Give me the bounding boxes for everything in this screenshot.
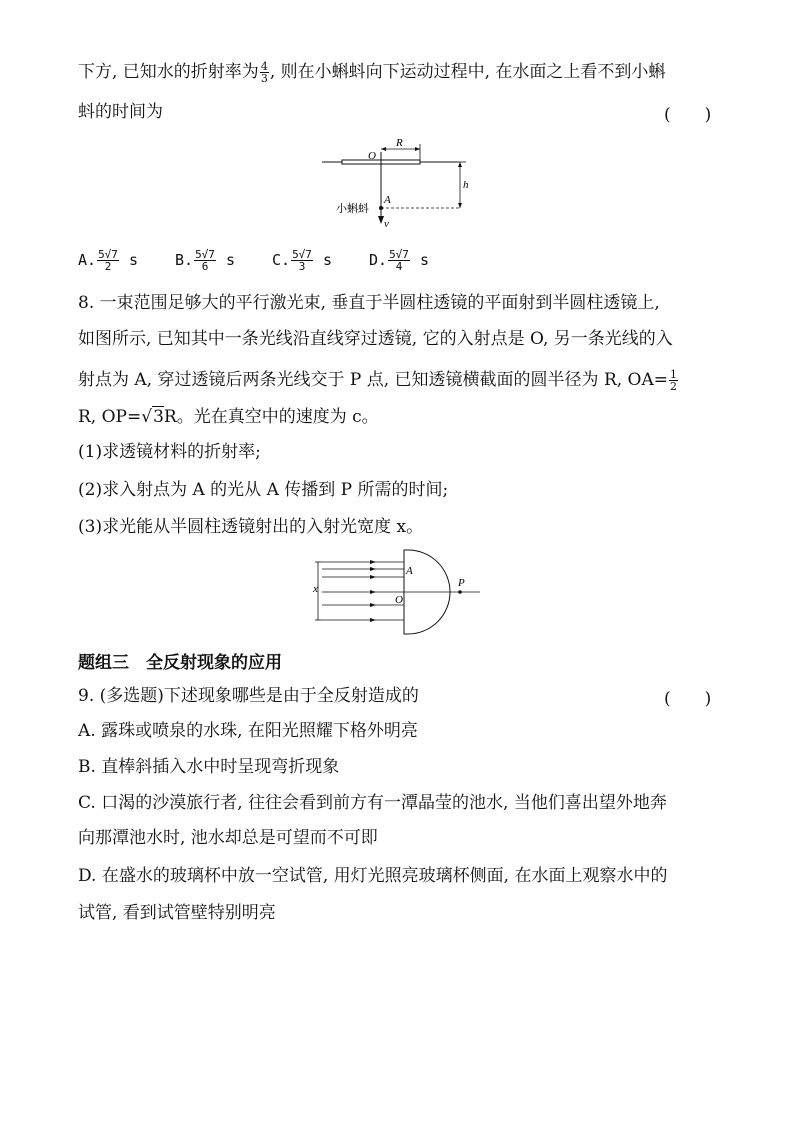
q8-line2: 如图所示, 已知其中一条光线沿直线穿过透镜, 它的入射点是 O, 另一条光线的入 — [78, 329, 673, 349]
q7-option-b[interactable]: B. $\frac{5√7}{6}$ s — [175, 248, 235, 273]
q7-answer-paren: ( ) — [664, 105, 712, 125]
label-A: A — [406, 565, 413, 577]
label-O: O — [395, 594, 403, 606]
q7-option-c[interactable]: C. $\frac{5√7}{3}$ s — [272, 248, 332, 273]
q8-sub3: (3)求光能从半圆柱透镜射出的入射光宽度 x。 — [78, 517, 424, 537]
label-v: v — [384, 218, 389, 230]
q9-option-d-line2: 试管, 看到试管壁特别明亮 — [78, 903, 276, 923]
refractive-index-fraction: $\frac{4}{3}$ — [260, 60, 268, 85]
label-O: O — [368, 150, 376, 162]
q9-stem: 9. (多选题)下述现象哪些是由于全反射造成的 — [78, 686, 419, 706]
label-h: h — [463, 179, 469, 191]
label-P: P — [458, 577, 465, 589]
q7-stem-line2: 蚪的时间为 — [78, 102, 163, 122]
label-R: R — [396, 137, 403, 149]
q8-sub1: (1)求透镜材料的折射率; — [78, 442, 261, 462]
q8-line4: R, OP=√3R。光在真空中的速度为 c。 — [78, 407, 379, 427]
q8-sub2: (2)求入射点为 A 的光从 A 传播到 P 所需的时间; — [78, 480, 449, 500]
q8-line1: 8. 一束范围足够大的平行激光束, 垂直于半圆柱透镜的平面射到半圆柱透镜上, — [78, 293, 660, 313]
q8-semicylinder-lens-diagram — [312, 548, 484, 638]
q9-option-c-line1[interactable]: C. 口渴的沙漠旅行者, 往往会看到前方有一潭晶莹的池水, 当他们喜出望外地奔 — [78, 793, 667, 813]
oa-fraction: $\frac{1}{2}$ — [670, 368, 678, 393]
q7-option-a[interactable]: A. $\frac{5√7}{2}$ s — [78, 248, 138, 273]
label-A: A — [384, 194, 391, 206]
label-tadpole: 小蝌蚪 — [336, 203, 369, 215]
q7-tadpole-diagram — [320, 132, 480, 232]
q7-stem-line1: 下方, 已知水的折射率为 $\frac{4}{3}$ , 则在小蝌蚪向下运动过程中, 在水面之上看不到小蝌 — [78, 60, 666, 85]
label-x: x — [313, 583, 318, 595]
q9-option-b[interactable]: B. 直棒斜插入水中时呈现弯折现象 — [78, 757, 340, 777]
q9-option-a[interactable]: A. 露珠或喷泉的水珠, 在阳光照耀下格外明亮 — [78, 721, 418, 741]
q9-answer-paren: ( ) — [664, 689, 712, 709]
q8-line3: 射点为 A, 穿过透镜后两条光线交于 P 点, 已知透镜横截面的圆半径为 R, OA= $\frac{1}{2}$ — [78, 368, 678, 393]
section-heading: 题组三 全反射现象的应用 — [78, 653, 282, 673]
q9-option-c-line2: 向那潭池水时, 池水却总是可望而不可即 — [78, 828, 378, 848]
q9-option-d-line1[interactable]: D. 在盛水的玻璃杯中放一空试管, 用灯光照亮玻璃杯侧面, 在水面上观察水中的 — [78, 866, 668, 886]
q7-option-d[interactable]: D. $\frac{5√7}{4}$ s — [369, 248, 429, 273]
